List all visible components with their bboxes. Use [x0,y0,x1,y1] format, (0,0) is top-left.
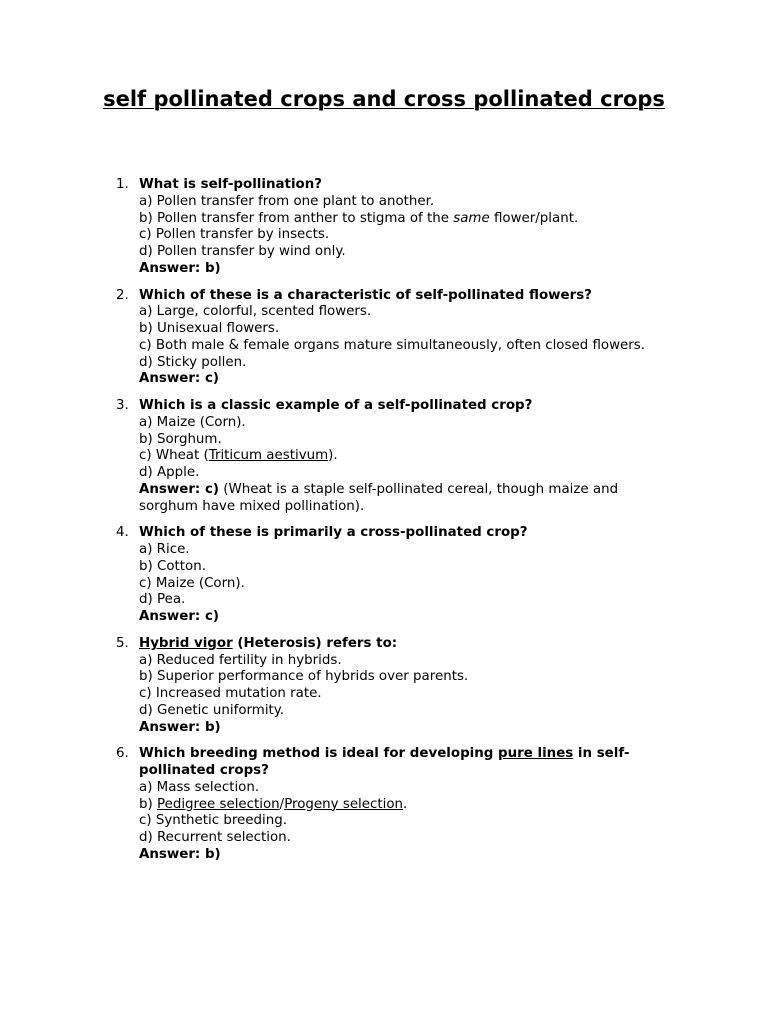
option-d: d) Sticky pollen. [139,354,247,370]
option-a: a) Large, colorful, scented flowers. [139,304,372,320]
question-number: 4. [116,525,129,541]
question-number: 2. [116,287,129,303]
answer: Answer: b) [139,846,221,862]
question-text: Which of these is primarily a cross-pollinated crop? [139,525,528,541]
hyperlink-hybrid-vigor[interactable]: Hybrid vigor [139,635,233,651]
hyperlink-pedigree-selection[interactable]: Pedigree selection [156,796,280,812]
answer: Answer: b) [139,260,221,276]
answer-note: (Wheat is a staple self-pollinated cereal, though maize and sorghum have mixed pollination). [139,481,619,514]
question-text: Which of these is a characteristic of self-pollinated flowers? [139,287,592,303]
answer: Answer: b) [139,719,221,735]
option-b: b) Unisexual flowers. [139,321,280,336]
option-b: b) Cotton. [139,558,206,574]
question-number: 1. [116,177,129,192]
question-number: 5. [116,635,129,651]
option-c: c) Increased mutation rate. [139,686,322,701]
question-text: What is self-pollination? [139,177,323,192]
hyperlink-pure-lines[interactable]: pure lines [498,746,574,762]
answer: Answer: c) [139,609,219,624]
option-d: d) Recurrent selection. [139,830,291,845]
question-4 [115,525,675,626]
question-3 [115,398,675,515]
option-c: c) Both male & female organs mature simultaneously, often closed flowers. [139,337,646,353]
question-text: Which is a classic example of a self-pollinated crop? [139,398,533,413]
question-list [115,177,675,874]
question-6 [115,746,675,863]
option-a: a) Reduced fertility in hybrids. [139,652,342,668]
emphasis-text: same [453,210,490,226]
option-b: b) Sorghum. [139,431,222,447]
option-b: b) Pollen transfer from anther to stigma of the same flower/plant. [139,210,579,226]
question-1 [115,177,675,278]
option-c: c) Synthetic breeding. [139,813,287,829]
question-2 [115,288,675,389]
option-a: a) Mass selection. [139,779,260,795]
option-d: d) Pollen transfer by wind only. [139,244,346,259]
question-number: 3. [116,398,129,413]
hyperlink-triticum-aestivum[interactable]: Triticum aestivum [208,448,329,464]
option-a: a) Pollen transfer from one plant to another. [139,193,435,209]
option-d: d) Pea. [139,592,186,608]
question-text: Hybrid vigor (Heterosis) refers to: [139,635,398,651]
question-number: 6. [116,746,129,762]
answer: Answer: c) (Wheat is a staple self-pollinated cereal, though maize and sorghum have mixed pollination). [139,481,619,514]
option-c: c) Maize (Corn). [139,575,245,591]
page-title: self pollinated crops and cross pollinated crops [103,87,665,111]
option-b: b) Pedigree selection/Progeny selection. [139,796,408,812]
answer: Answer: c) [139,371,219,387]
option-d: d) Genetic uniformity. [139,702,285,718]
option-a: a) Maize (Corn). [139,414,246,430]
option-c: c) Wheat (Triticum aestivum). [139,448,338,464]
option-c: c) Pollen transfer by insects. [139,227,330,243]
question-5 [115,636,675,737]
option-b: b) Superior performance of hybrids over parents. [139,669,469,685]
hyperlink-progeny-selection[interactable]: Progeny selection [284,796,404,812]
option-d: d) Apple. [139,465,200,480]
question-text: Which breeding method is ideal for developing pure lines in self-pollinated crops? [139,746,630,778]
option-a: a) Rice. [139,542,190,557]
